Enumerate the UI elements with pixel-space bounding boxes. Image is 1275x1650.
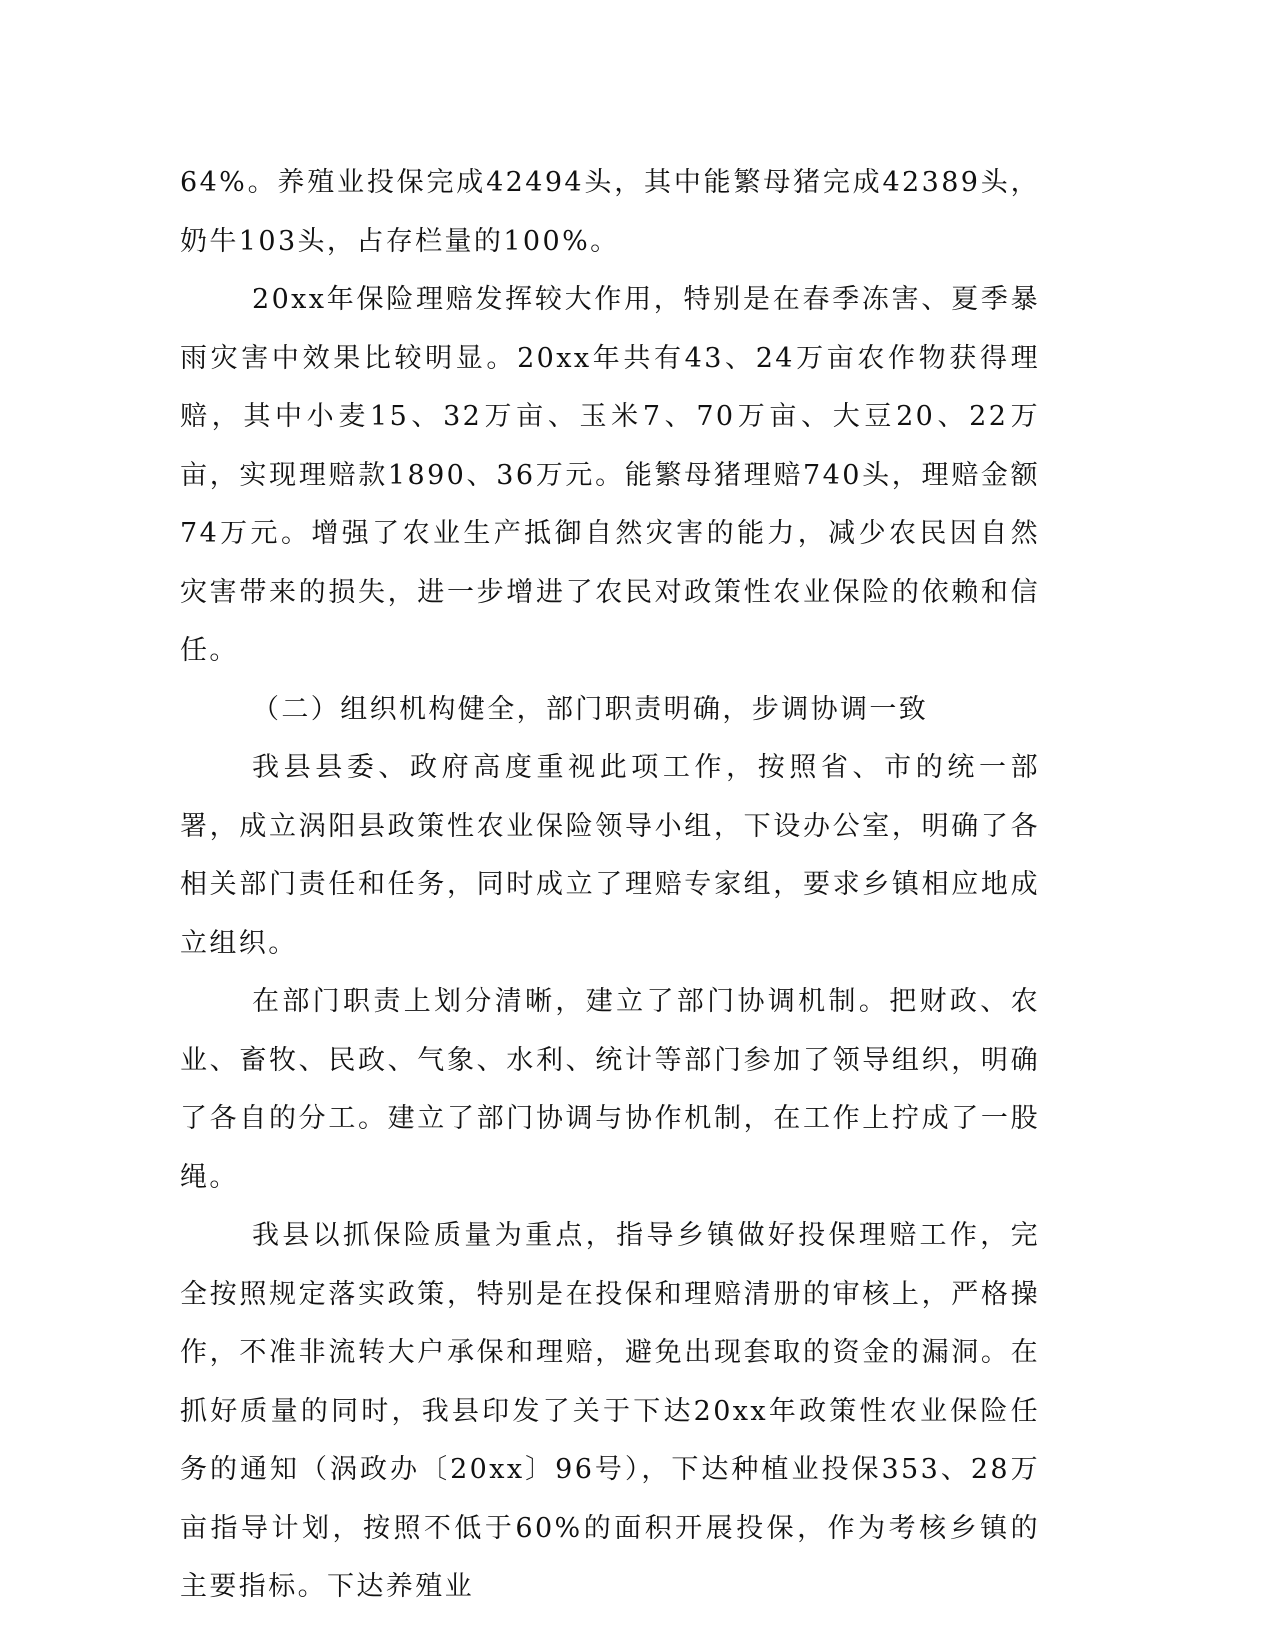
paragraph-leadership-group: 我县县委、政府高度重视此项工作，按照省、市的统一部署，成立涡阳县政策性农业保险领导小组，下设办公室，明确了各相关部门责任和任务，同时成立了理赔专家组，要求乡镇相应地成立组织。: [180, 752, 1040, 959]
paragraph-livestock-insurance: 64%。养殖业投保完成42494头，其中能繁母猪完成42389头，奶牛103头，占存栏量的100%。: [180, 167, 1040, 257]
paragraph-quality-focus: 我县以抓保险质量为重点，指导乡镇做好投保理赔工作，完全按照规定落实政策，特别是在投保和理赔清册的审核上，严格操作，不准非流转大户承保和理赔，避免出现套取的资金的漏洞。在抓好质量的同时，我县印发了关于下达20xx年政策性农业保险任务的通知（涡政办〔20xx〕96号），下达种植业投保353、28万亩指导计划，按照不低于60%的面积开展投保，作为考核乡镇的主要指标。下达养殖业: [180, 1220, 1040, 1602]
body-text: [180, 154, 1040, 1617]
paragraph-department-coordination: 在部门职责上划分清晰，建立了部门协调机制。把财政、农业、畜牧、民政、气象、水利、统计等部门参加了领导组织，明确了各自的分工。建立了部门协调与协作机制，在工作上拧成了一股绳。: [180, 986, 1040, 1193]
paragraph-claims-results: 20xx年保险理赔发挥较大作用，特别是在春季冻害、夏季暴雨灾害中效果比较明显。20xx年共有43、24万亩农作物获得理赔，其中小麦15、32万亩、玉米7、70万亩、大豆20、22万亩，实现理赔款1890、36万元。能繁母猪理赔740头，理赔金额74万元。增强了农业生产抵御自然灾害的能力，减少农民因自然灾害带来的损失，进一步增进了农民对政策性农业保险的依赖和信任。: [180, 284, 1040, 666]
section-heading-organization: （二）组织机构健全，部门职责明确，步调协调一致: [252, 693, 929, 725]
